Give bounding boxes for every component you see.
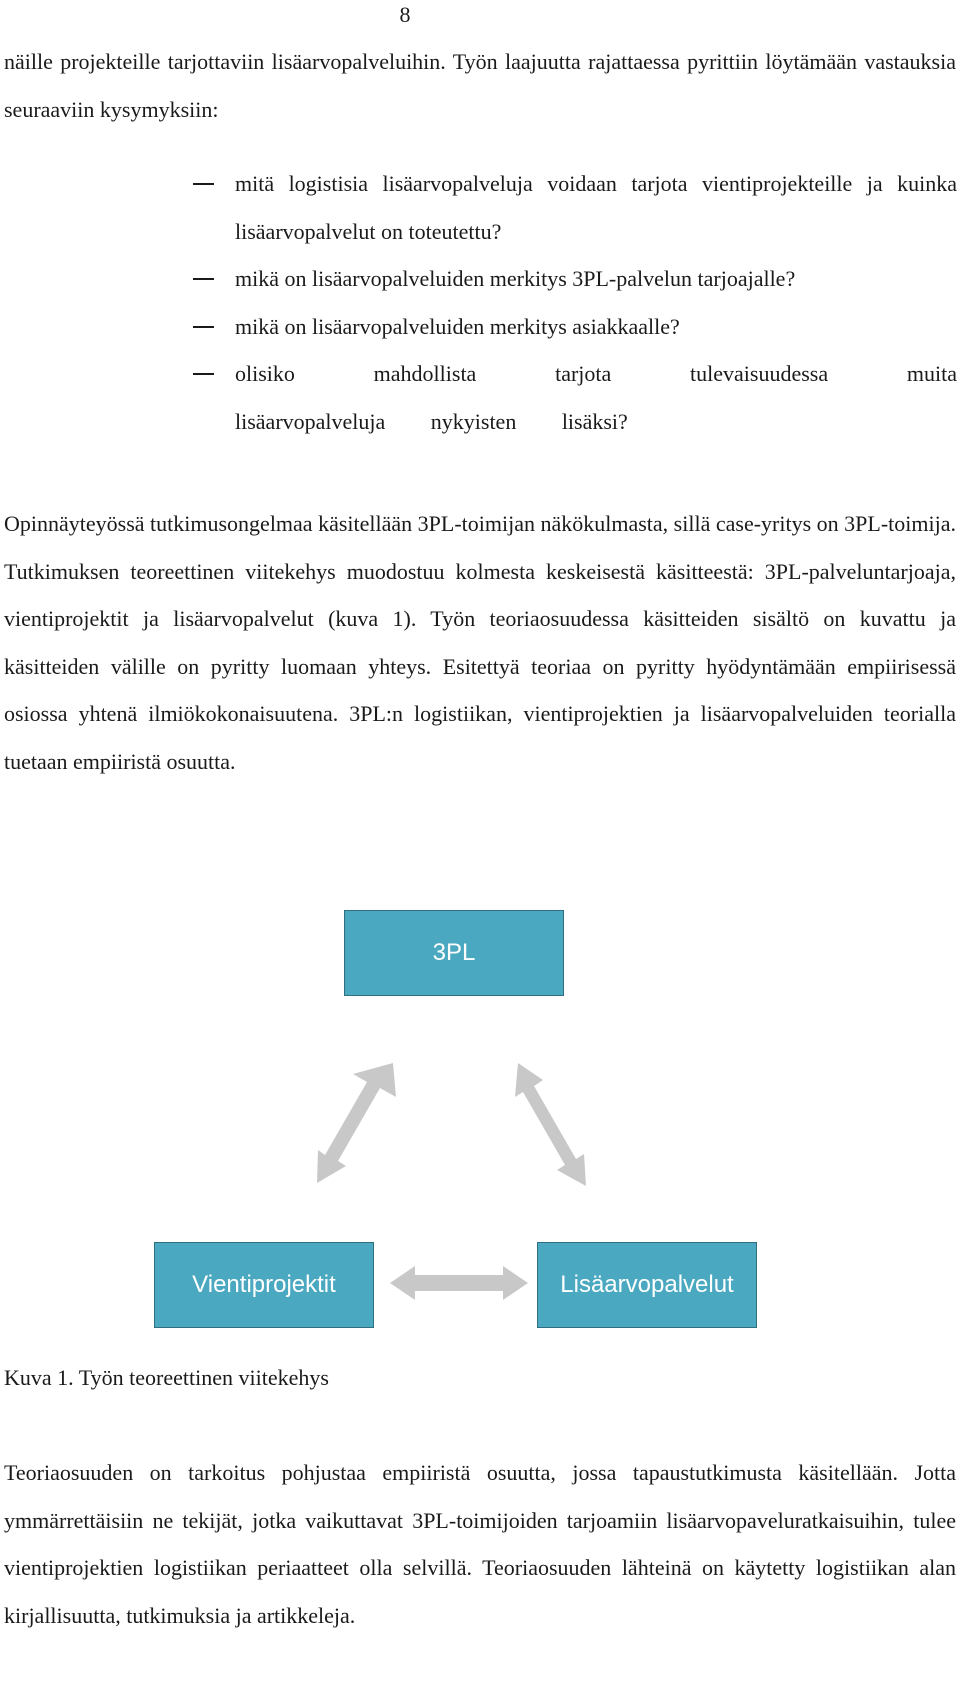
box-lisaarvopalvelut: Lisäarvopalvelut [537,1242,757,1328]
body-paragraph: Teoriaosuuden on tarkoitus pohjustaa empiiristä osuutta, jossa tapaustutkimusta käsitellään. Jotta ymmärrettäisiin ne tekijät, jotka vaikuttavat 3PL-toimijoiden tarjoamiin lisäarvopaveluratkaisuihin, tulee vientiprojektien logistiikan periaatteet olla selvillä. Teoriaosuuden lähteinä on käytetty logistiikan alan kirjallisuutta, tutkimuksia ja artikkeleja. [4,1460,956,1628]
question-text: mitä logistisia lisäarvopalveluja voidaan tarjota vientiprojekteille ja kuinka lisäarvopalvelut on toteutettu? [235,171,957,244]
question-text: mikä on lisäarvopalveluiden merkitys asiakkaalle? [235,313,680,339]
box-3pl: 3PL [344,910,564,996]
page-number: 8 [399,2,411,27]
double-arrow-horizontal [390,1266,528,1300]
box-vientiprojektit: Vientiprojektit [154,1242,374,1328]
intro-paragraph: näille projekteille tarjottaviin lisäarvopalveluihin. Työn laajuutta rajattaessa pyrittiin löytämään vastauksia seuraaviin kysymyksiin: [4,49,956,122]
figure-caption: Kuva 1. Työn teoreettinen viitekehys [4,1365,329,1390]
body-paragraph: Opinnäyteyössä tutkimusongelmaa käsitellään 3PL-toimijan näkökulmasta, sillä case-yritys on 3PL-toimija. Tutkimuksen teoreettinen viitekehys muodostuu kolmesta keskeisestä käsitteestä: 3PL-palveluntarjoaja, vientiprojektit ja lisäarvopalvelut (kuva 1). Työn teoriaosuudessa käsitteiden sisältö on kuvattu ja käsitteiden välille on pyritty luomaan yhteys. Esitettyä teoriaa on pyritty hyödyntämään empiirisessä osiossa yhtenä ilmiökokonaisuutena. 3PL:n logistiikan, vientiprojektien ja lisäarvopalveluiden teorialla tuetaan empiiristä osuutta. [4,511,956,774]
question-text: mikä on lisäarvopalveluiden merkitys 3PL-palvelun tarjoajalle? [235,266,796,291]
double-arrow-right-diagonal [515,1063,586,1186]
question-text: olisiko mahdollista tarjota tulevaisuudessa muita lisäarvopalveluja nykyisten lisäksi? [235,361,957,434]
double-arrow-left-diagonal [317,1063,396,1183]
